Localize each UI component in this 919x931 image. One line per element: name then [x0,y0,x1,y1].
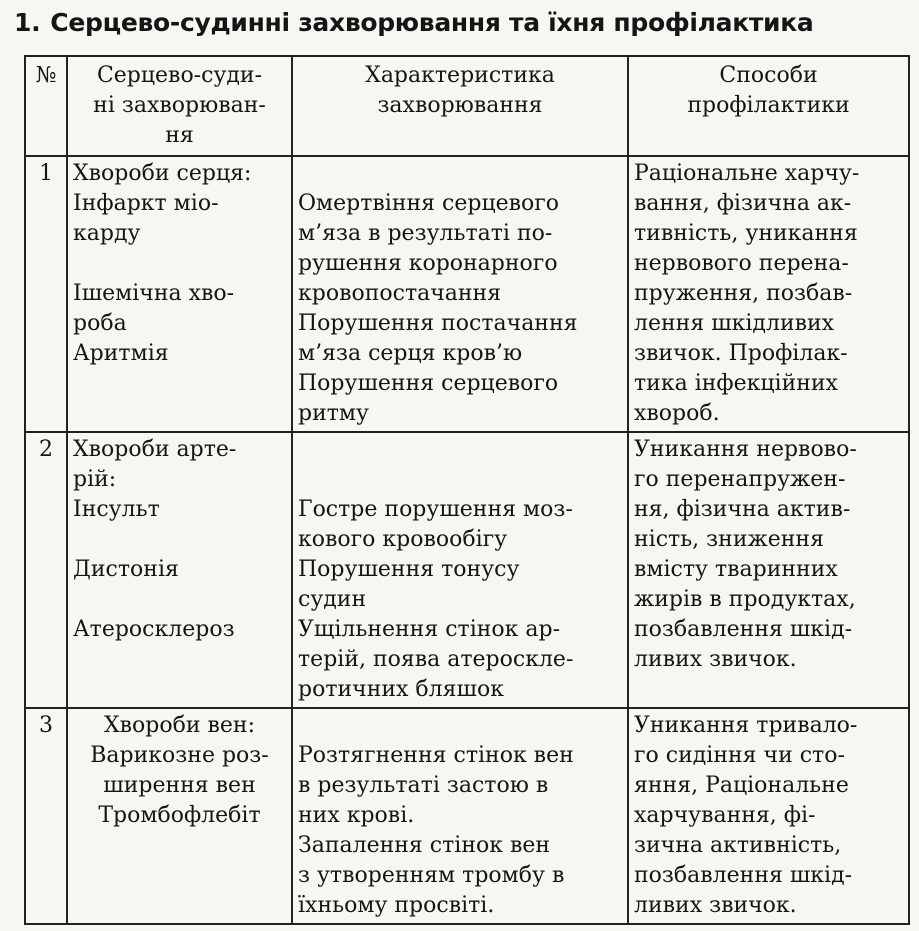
cell-line: позбавлення шкід- [634,617,853,642]
cell-line: позбавлення шкід- [634,863,853,888]
cell-line: Ущільнення стінок ар- [298,617,561,642]
cell-line: профілактики [687,93,850,118]
row-number: 3 [25,708,67,924]
spacer [298,465,622,495]
cell-line: яння, Раціональне [634,773,849,798]
cell-line: Інфаркт міо- [73,191,219,216]
cell-line: ливих звичок. [634,893,797,918]
characteristic-cell [292,708,628,924]
cell-line: рій: [73,467,117,492]
cell-line: кового кровообігу [298,527,508,552]
cell-line: в результаті застою в [298,773,549,798]
cell-line: Інсульт [73,497,160,522]
header-disease [67,56,292,156]
cell-line: Способи [719,63,818,88]
cell-line: ня [165,123,194,148]
row-number: 1 [25,156,67,432]
cell-line: Омертвіння серцевого [298,191,560,216]
cell-line: Порушення тонусу [298,557,520,582]
cell-line: Ішемічна хво- [73,281,235,306]
page-title [14,8,814,37]
cardiovascular-diseases-table [24,55,910,925]
cell-line: Характеристика [365,63,555,88]
cell-line: харчування, фі- [634,803,816,828]
cell-line: нервового перена- [634,251,849,276]
cell-line: ширення вен [103,773,256,798]
cell-line: № [35,63,57,88]
disease-cell [67,156,292,432]
cell-line: Аритмія [73,341,169,366]
cell-line: лення шкідливих [634,311,835,336]
cell-line: рушення коронарного [298,251,558,276]
cell-line: Атеросклероз [73,617,235,642]
header-prevention [628,56,909,156]
cell-line: вання, фізична ак- [634,191,852,216]
disease-cell [67,432,292,708]
cell-line: судин [298,587,367,612]
cell-line: Тромбофлебіт [98,803,261,828]
cell-line: Хвороби арте- [73,437,237,462]
disease-cell [67,708,292,924]
cell-line: їхньому просвіті. [298,893,495,918]
cell-line: м’яза в результаті по- [298,221,553,246]
spacer [73,525,286,555]
cell-line: го перенапружен- [634,467,846,492]
cell-line: Запалення стінок вен [298,833,551,858]
cell-line: ритму [298,401,369,426]
cell-line: з утворенням тромбу в [298,863,565,888]
cell-line: звичок. Профілак- [634,341,848,366]
table-row [25,432,909,708]
cell-line: жирів в продуктах, [634,587,856,612]
cell-line: Хвороби вен: [103,713,255,738]
cell-line: них крові. [298,803,415,828]
spacer [73,585,286,615]
cell-line: пруження, позбав- [634,281,853,306]
spacer [298,711,622,741]
cell-line: Розтягнення стінок вен [298,743,574,768]
cell-line: Порушення серцевого [298,371,559,396]
cell-line: тика інфекційних [634,371,838,396]
cell-line: Хвороби серця: [73,161,252,186]
cell-line: ротичних бляшок [298,677,504,702]
prevention-cell [628,432,909,708]
cell-line: ня, фізична актив- [634,497,851,522]
cell-line: Серцево-суди- [96,63,263,88]
characteristic-cell [292,156,628,432]
cell-line: го сидіння чи сто- [634,743,845,768]
cell-line: ливих звичок. [634,647,797,672]
title-text: Серцево-судинні захворювання та їхня профілактика [50,8,814,37]
cell-line: Гостре порушення моз- [298,497,573,522]
spacer [73,249,286,279]
cell-line: карду [73,221,141,246]
cell-line: хвороб. [634,401,720,426]
cell-line: вмісту тваринних [634,557,838,582]
cell-line: Раціональне харчу- [634,161,860,186]
cell-line: роба [73,311,127,336]
title-number: 1. [14,8,41,37]
spacer [298,435,622,465]
cell-line: захворювання [377,93,543,118]
cell-line: ні захворюван- [93,93,266,118]
cell-line: Уникання нервово- [634,437,857,462]
cell-line: кровопостачання [298,281,502,306]
header-characteristic [292,56,628,156]
row-number: 2 [25,432,67,708]
characteristic-cell [292,432,628,708]
cell-line: Дистонія [73,557,179,582]
cell-line: м’яза серця кров’ю [298,341,523,366]
table-row [25,156,909,432]
cell-line: Варикозне роз- [90,743,269,768]
cell-line: тивність, уникання [634,221,858,246]
cell-line: Уникання тривало- [634,713,858,738]
spacer [298,159,622,189]
table-row [25,708,909,924]
prevention-cell [628,708,909,924]
cell-line: ність, зниження [634,527,824,552]
prevention-cell [628,156,909,432]
table-header-row [25,56,909,156]
cell-line: зична активність, [634,833,842,858]
cell-line: Порушення постачання [298,311,578,336]
cell-line: терій, поява атероскле- [298,647,574,672]
header-number [25,56,67,156]
